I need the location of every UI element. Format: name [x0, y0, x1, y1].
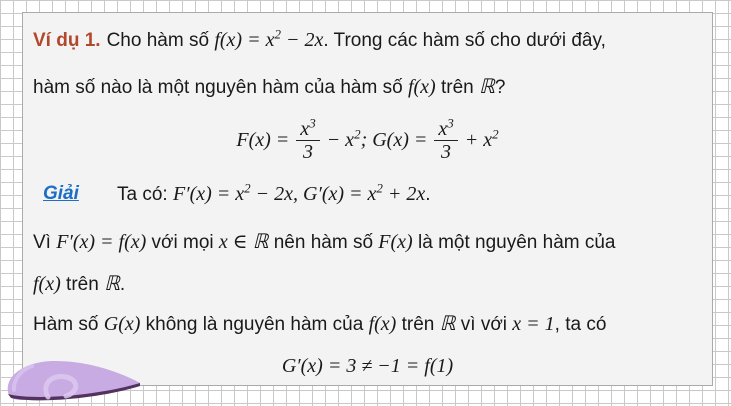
why-line-2 [33, 271, 706, 296]
math-segment: F(x) = $\frac{x^3}{3}$ − $x^2$; G(x) = $\frac{x^3}{3}$ + $x^2$ [236, 115, 499, 164]
text-segment: trên [435, 77, 480, 98]
math-segment: G′(x) = 3 ≠ −1 = f(1) [281, 355, 454, 377]
text-segment: . [119, 274, 126, 295]
purple-quill-shape [0, 356, 150, 406]
text-segment: Cho hàm số [106, 30, 215, 51]
example-label: Ví dụ 1. [33, 30, 101, 51]
math-segment: f(x) [33, 273, 61, 295]
math-segment: f(x) [368, 313, 397, 335]
text-segment: . [425, 184, 431, 205]
math-segment: G(x) [103, 313, 141, 335]
math-segment: ℝ [479, 76, 495, 98]
math-segment: x = 1 [512, 313, 555, 335]
problem-line-1 [33, 26, 706, 52]
text-segment: không là nguyên hàm của [140, 314, 369, 335]
formula-fg [23, 115, 712, 164]
g-conclusion-line [33, 311, 706, 336]
text-segment: , ta có [554, 314, 607, 335]
math-segment: $f(x) = x^2 - 2x$ [214, 26, 324, 51]
text-segment: với mọi [146, 232, 219, 253]
math-segment: x ∈ ℝ [218, 231, 269, 253]
why-line-1 [33, 229, 706, 254]
text-segment: Ta có: [117, 184, 173, 205]
math-segment: ℝ [104, 273, 120, 295]
math-segment: f(x) [407, 76, 436, 98]
fraction: $\frac{x^3}{3}$ [296, 119, 319, 163]
text-segment: là một nguyên hàm của [412, 232, 616, 253]
math-segment: $F'(x) = x^2 - 2x$, $G'(x) = x^2 + 2x$ [172, 180, 426, 205]
math-segment: ℝ [439, 313, 456, 335]
text-segment: . Trong các hàm số cho dưới đây, [323, 30, 606, 51]
solution-label: Giải [43, 183, 79, 204]
text-segment: hàm số nào là một nguyên hàm của hàm số [33, 77, 408, 98]
text-segment: ? [494, 77, 506, 98]
math-segment: F′(x) = f(x) [56, 231, 147, 253]
text-segment: trên [396, 314, 440, 335]
content-panel [22, 12, 713, 386]
fraction: $\frac{x^3}{3}$ [434, 119, 457, 163]
text-segment: vì với [455, 314, 513, 335]
taco-line [117, 180, 431, 206]
problem-line-2 [33, 74, 706, 99]
text-segment: trên [60, 274, 105, 295]
text-segment: nên hàm số [268, 232, 379, 253]
text-segment: Vì [33, 232, 57, 253]
math-segment: F(x) [378, 231, 413, 253]
text-segment: Hàm số [33, 314, 104, 335]
